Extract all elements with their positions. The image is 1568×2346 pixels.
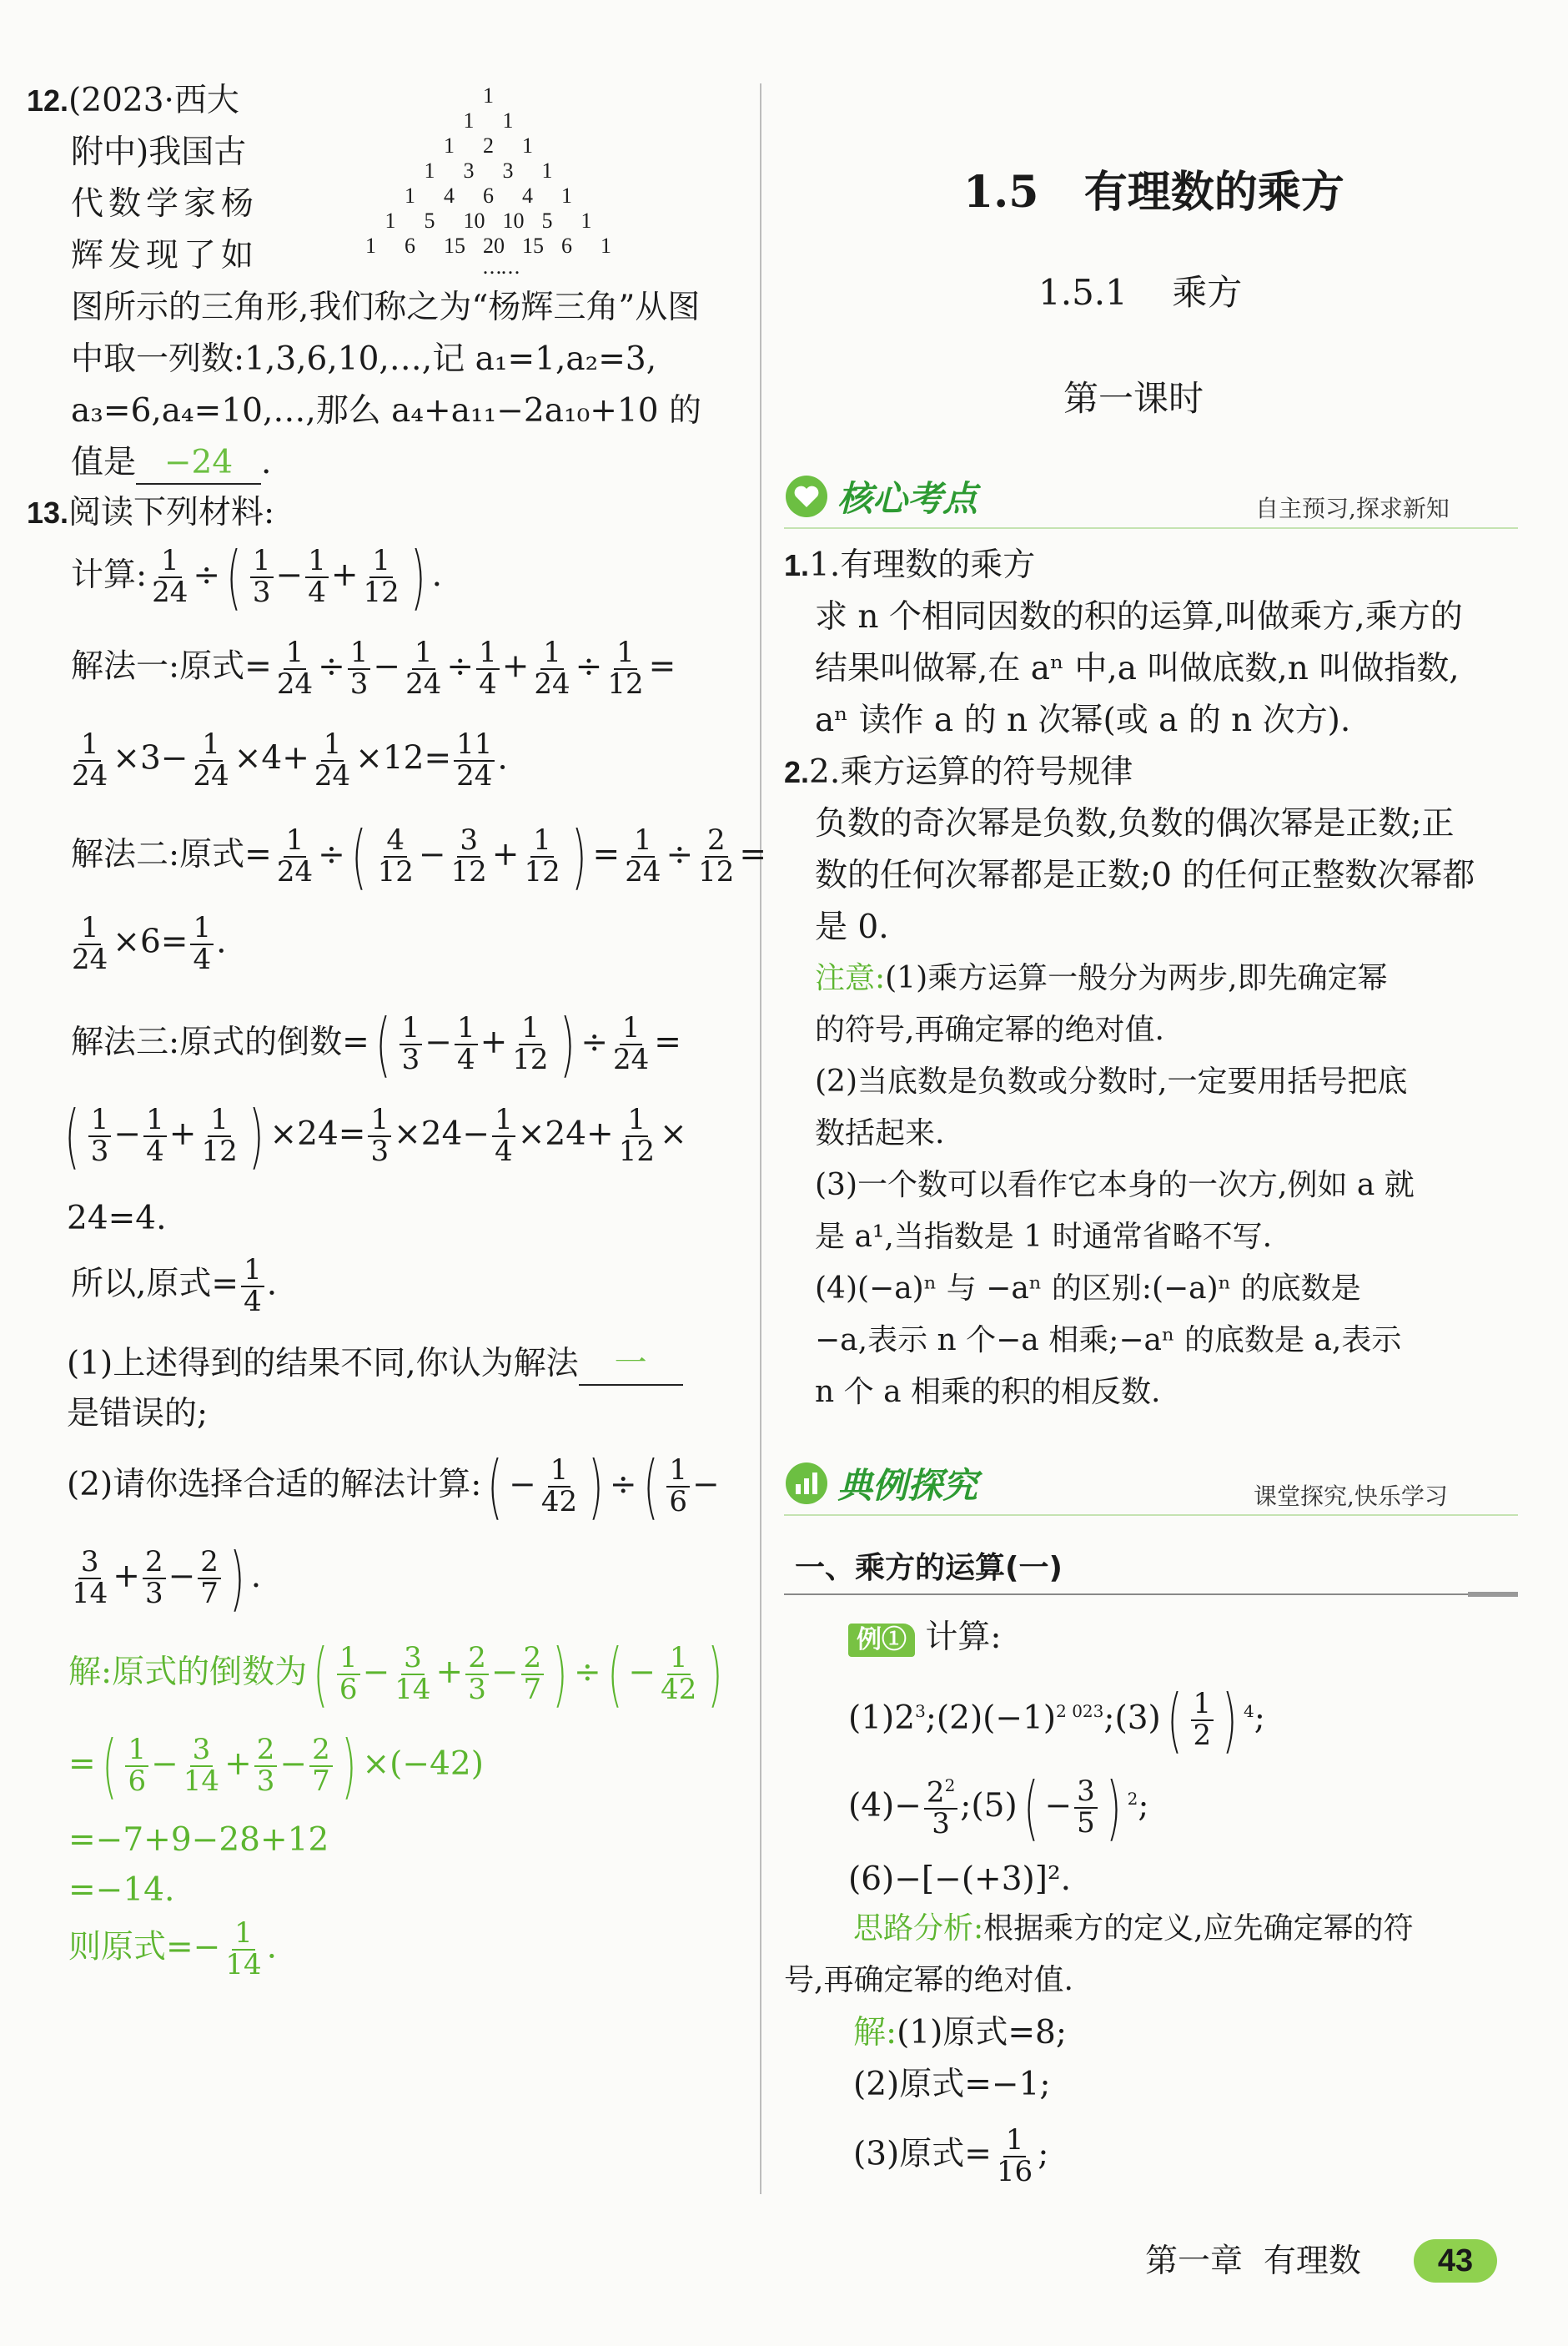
chapter-name: 有理数 bbox=[1263, 2243, 1361, 2280]
method-3-label: 解法三:原式的倒数= bbox=[71, 1024, 369, 1061]
triangle-number: 1 bbox=[522, 133, 533, 158]
lesson-label: 第一课时 bbox=[1063, 378, 1204, 419]
note-line-9: n 个 a 相乘的积的相反数. bbox=[815, 1375, 1161, 1409]
page-number: 43 bbox=[1414, 2239, 1497, 2283]
part-title: 一、乘方的运算(一) bbox=[795, 1551, 1063, 1585]
solution-label: 解:原式的倒数为 bbox=[68, 1654, 308, 1691]
calc-label: 计算: bbox=[71, 556, 148, 594]
triangle-number: 1 bbox=[502, 108, 514, 133]
so-label: 所以,原式= bbox=[71, 1265, 239, 1303]
method-2-line-1: 解法二:原式= $\frac{1}{24}$ ÷( $\frac{4}{12}$ − $\frac{3}{12}$ + $\frac{1}{12}$ ) = $\frac{1}{24}$ ÷ $\frac{2}{12}$ = bbox=[71, 816, 767, 898]
section-title-text: 有理数的乘方 bbox=[1083, 167, 1344, 218]
subsection-number: 1.5.1 bbox=[1038, 272, 1128, 313]
section-title bbox=[963, 157, 1344, 219]
examples-header bbox=[784, 1458, 977, 1508]
example-item-6: (6)−[−(+3)]². bbox=[848, 1860, 1071, 1898]
solution-3: (3)原式= $\frac{1}{16}$ ; bbox=[853, 2123, 1049, 2188]
q12-text-2: 附中)我国古 bbox=[71, 133, 247, 171]
triangle-number: 6 bbox=[405, 234, 415, 258]
q12-answer-line bbox=[71, 444, 271, 485]
triangle-number: 1 bbox=[365, 234, 376, 258]
q12-end: . bbox=[261, 444, 272, 481]
method-1-line-1: 解法一:原式= $\frac{1}{24}$ ÷ $\frac{1}{3}$ − $\frac{1}{24}$ ÷ $\frac{1}{4}$ + $\frac{1}{24}$ ÷ $\frac{1}{12}$ = bbox=[71, 636, 676, 701]
part-2-line-2: $\frac{3}{14}$ + $\frac{2}{3}$ − $\frac{2}{7}$ ) . bbox=[72, 1538, 262, 1619]
method-3-line-3: 24=4. bbox=[67, 1200, 167, 1237]
part-1-end: 是错误的; bbox=[67, 1395, 209, 1432]
q12-number: 12. bbox=[27, 83, 69, 118]
analysis-line-2: 号,再确定幂的绝对值. bbox=[784, 1963, 1073, 1997]
q13-intro: 阅读下列材料: bbox=[68, 494, 275, 531]
triangle-number: 1 bbox=[580, 209, 592, 233]
triangle-number: 15 bbox=[522, 234, 544, 258]
triangle-number: 1 bbox=[483, 83, 494, 108]
solution-item-3: (3)原式= bbox=[853, 2135, 992, 2173]
part-1-line bbox=[67, 1345, 683, 1386]
solution-1 bbox=[853, 2014, 1067, 2053]
note-line-7: (4)(−a)ⁿ 与 −aⁿ 的区别:(−a)ⁿ 的底数是 bbox=[815, 1271, 1361, 1306]
solution-item-1: (1)原式=8; bbox=[897, 2014, 1068, 2051]
part-1-text: (1)上述得到的结果不同,你认为解法 bbox=[67, 1345, 579, 1382]
q13-number: 13. bbox=[27, 496, 69, 530]
triangle-number: 1 bbox=[405, 184, 415, 208]
triangle-number: 1 bbox=[424, 159, 435, 183]
subsection-title bbox=[1038, 265, 1242, 315]
q12-line-1 bbox=[27, 82, 239, 121]
note-line-3: (2)当底数是负数或分数时,一定要用括号把底 bbox=[815, 1065, 1408, 1099]
triangle-number: 1 bbox=[541, 159, 553, 183]
triangle-number: 1 bbox=[561, 184, 572, 208]
solution-line-3: =−7+9−28+12 bbox=[68, 1821, 329, 1859]
triangle-number: 2 bbox=[483, 133, 494, 158]
triangle-number: 20 bbox=[483, 234, 505, 258]
triangle-dots: …… bbox=[482, 255, 519, 279]
part-title-underline bbox=[784, 1593, 1518, 1595]
triangle-number: 15 bbox=[444, 234, 465, 258]
note-line-1 bbox=[815, 960, 1388, 996]
solution-final-label: 则原式=− bbox=[68, 1928, 221, 1966]
example-solution-label: 解: bbox=[853, 2014, 897, 2051]
knowledge-1-head: 1.1.有理数的乘方 bbox=[784, 546, 1036, 584]
triangle-number: 6 bbox=[483, 184, 494, 208]
chapter-label: 第一章 bbox=[1145, 2243, 1244, 2280]
k2-line-1: 负数的奇次幂是负数,负数的偶次幂是正数;正 bbox=[815, 805, 1455, 843]
part-2-text: (2)请你选择合适的解法计算: bbox=[67, 1466, 482, 1503]
examples-subtitle: 课堂探究,快乐学习 bbox=[1254, 1483, 1448, 1510]
triangle-number: 3 bbox=[463, 159, 475, 183]
part-title-tab bbox=[1468, 1592, 1518, 1597]
q12-text-7: a₃=6,a₄=10,…,那么 a₄+a₁₁−2a₁₀+10 的 bbox=[71, 392, 701, 430]
triangle-number: 1 bbox=[601, 234, 611, 258]
example-badge: 例① bbox=[848, 1624, 915, 1657]
method-2-label: 解法二:原式= bbox=[71, 836, 272, 873]
q12-text-4: 辉发现了如 bbox=[71, 237, 259, 274]
analysis-line-1 bbox=[853, 1911, 1414, 1946]
solution-2: (2)原式=−1; bbox=[853, 2066, 1051, 2103]
note-line-4: 数括起来. bbox=[815, 1116, 945, 1150]
core-points-header bbox=[784, 471, 977, 521]
part-1-answer: 一 bbox=[579, 1345, 683, 1386]
triangle-number: 6 bbox=[561, 234, 572, 258]
triangle-number: 10 bbox=[502, 209, 525, 233]
q12-text-1: (2023·西大 bbox=[68, 82, 239, 119]
triangle-number: 1 bbox=[444, 133, 455, 158]
note-label: 注意: bbox=[815, 961, 886, 995]
section-number: 1.5 bbox=[963, 167, 1039, 218]
method-1-line-2: $\frac{1}{24}$ ×3− $\frac{1}{24}$ ×4+ $\frac{1}{24}$ ×12= $\frac{11}{24}$ . bbox=[72, 727, 508, 793]
q12-text-3: 代数学家杨 bbox=[71, 185, 259, 223]
note-line-5: (3)一个数可以看作它本身的一次方,例如 a 就 bbox=[815, 1168, 1415, 1202]
chart-icon bbox=[784, 1461, 829, 1506]
q12-text-6: 中取一列数:1,3,6,10,…,记 a₁=1,a₂=3, bbox=[71, 340, 657, 378]
solution-line-2: =( $\frac{1}{6}$ − $\frac{3}{14}$ + $\frac{2}{3}$ − $\frac{2}{7}$ ) ×(−42) bbox=[68, 1725, 484, 1807]
subsection-title-text: 乘方 bbox=[1172, 272, 1243, 313]
triangle-number: 1 bbox=[384, 209, 396, 233]
q13-calc: 计算: $\frac{1}{24}$ ÷( $\frac{1}{3}$ − $\frac{1}{4}$ + $\frac{1}{12}$ ) . bbox=[71, 536, 442, 618]
triangle-number: 4 bbox=[522, 184, 533, 208]
method-3-line-1: 解法三:原式的倒数=( $\frac{1}{3}$ − $\frac{1}{4}$ + $\frac{1}{12}$ ) ÷ $\frac{1}{24}$ = bbox=[71, 1004, 681, 1085]
k1-line-2: 结果叫做幂,在 aⁿ 中,a 叫做底数,n 叫做指数, bbox=[815, 650, 1460, 687]
example-label: 计算: bbox=[925, 1619, 1002, 1656]
column-divider bbox=[760, 83, 761, 2194]
knowledge-2-title: 2.乘方运算的符号规律 bbox=[809, 753, 1133, 791]
method-2-line-2: $\frac{1}{24}$ ×6= $\frac{1}{4}$ . bbox=[72, 911, 227, 976]
triangle-number: 4 bbox=[444, 184, 455, 208]
q12-answer: −24 bbox=[136, 444, 261, 485]
k2-line-2: 数的任何次幂都是正数;0 的任何正整数次幂都 bbox=[815, 857, 1475, 894]
triangle-number: 5 bbox=[541, 209, 553, 233]
so-line: 所以,原式= $\frac{1}{4}$ . bbox=[71, 1253, 278, 1318]
triangle-number: 10 bbox=[463, 209, 485, 233]
analysis-text-1: 根据乘方的定义,应先确定幂的符 bbox=[983, 1911, 1414, 1946]
knowledge-1-title: 1.有理数的乘方 bbox=[809, 546, 1036, 584]
examples-title: 典例探究 bbox=[837, 1465, 978, 1506]
q13-header bbox=[27, 494, 274, 533]
k1-line-1: 求 n 个相同因数的积的运算,叫做乘方,乘方的 bbox=[815, 598, 1463, 636]
triangle-number: 5 bbox=[424, 209, 435, 233]
method-3-line-2: ( $\frac{1}{3}$ − $\frac{1}{4}$ + $\frac{1}{12}$ ) ×24= $\frac{1}{3}$ ×24− $\frac{1}{4}$ ×24+ $\frac{1}{12}$ × bbox=[64, 1095, 687, 1177]
method-1-label: 解法一:原式= bbox=[71, 647, 272, 686]
note-line-2: 的符号,再确定幂的绝对值. bbox=[815, 1013, 1164, 1047]
note-text-1: (1)乘方运算一般分为两步,即先确定幂 bbox=[885, 961, 1388, 995]
solution-line-1: 解:原式的倒数为( $\frac{1}{6}$ − $\frac{3}{14}$ + $\frac{2}{3}$ − $\frac{2}{7}$ ) ÷( − $\frac{1}{42}$ ) bbox=[68, 1634, 723, 1715]
heart-icon bbox=[784, 474, 829, 519]
note-line-6: 是 a¹,当指数是 1 时通常省略不写. bbox=[815, 1220, 1273, 1254]
q12-value-label: 值是 bbox=[71, 444, 137, 481]
examples-underline bbox=[784, 1514, 1518, 1516]
k2-line-3: 是 0. bbox=[815, 909, 889, 946]
solution-line-5: 则原式=− $\frac{1}{14}$ . bbox=[68, 1916, 278, 1981]
solution-line-4: =−14. bbox=[68, 1871, 175, 1909]
triangle-number: 1 bbox=[463, 108, 475, 133]
example-1-line bbox=[848, 1619, 1002, 1658]
triangle-number: 3 bbox=[502, 159, 514, 183]
part-2-line-1: (2)请你选择合适的解法计算:( − $\frac{1}{42}$ ) ÷( $\frac{1}{6}$ − bbox=[67, 1446, 720, 1528]
analysis-label: 思路分析: bbox=[853, 1911, 984, 1946]
core-points-title: 核心考点 bbox=[837, 478, 978, 519]
example-items-2: (4)− $\frac{2^2}{3}$ ;(5)( − $\frac{3}{5}$ ) $^2$; bbox=[848, 1767, 1149, 1849]
q12-text-5: 图所示的三角形,我们称之为“杨辉三角”从图 bbox=[71, 289, 701, 326]
note-line-8: −a,表示 n 个−a 相乘;−aⁿ 的底数是 a,表示 bbox=[815, 1323, 1402, 1357]
core-points-subtitle: 自主预习,探求新知 bbox=[1255, 495, 1450, 522]
knowledge-2-head: 2.2.乘方运算的符号规律 bbox=[784, 753, 1133, 791]
k1-line-3: aⁿ 读作 a 的 n 次幂(或 a 的 n 次方). bbox=[815, 702, 1351, 739]
example-items-1: $(1)2^3;(2)(-1)^{2 023};(3)$( $\frac{1}{2}$ ) $^4$; bbox=[848, 1679, 1265, 1761]
footer-chapter bbox=[1145, 2243, 1361, 2282]
core-points-underline bbox=[784, 527, 1518, 529]
